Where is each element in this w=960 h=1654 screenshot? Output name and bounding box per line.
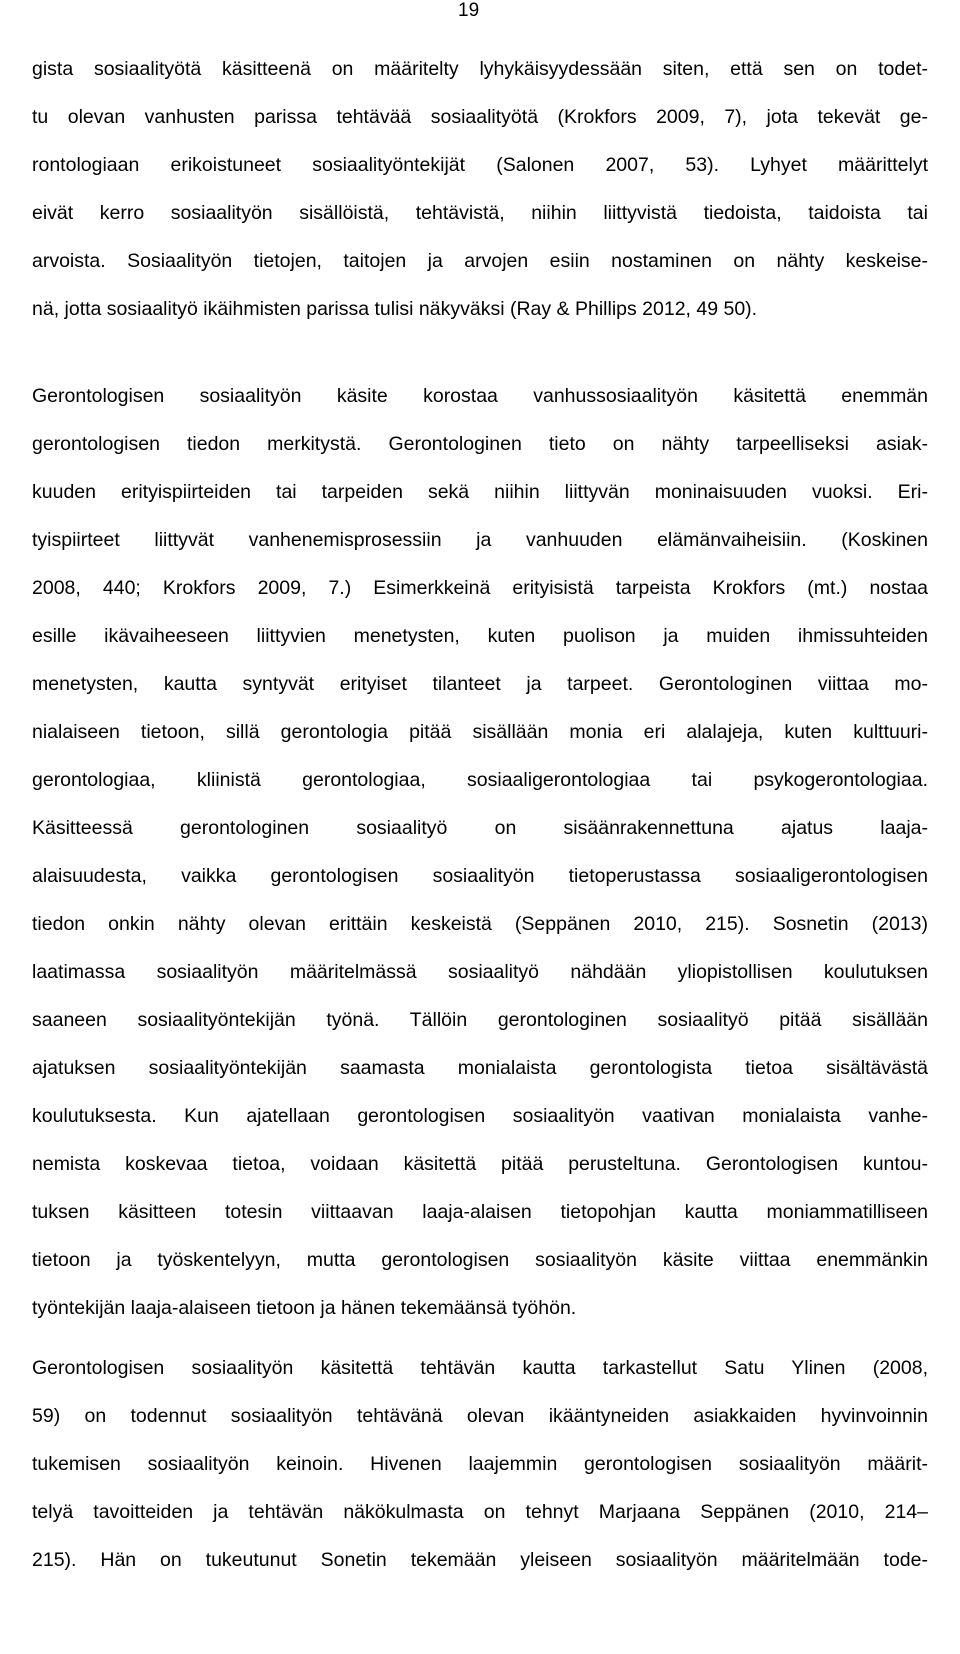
text-line: työntekijän laaja-alaiseen tietoon ja hänen tekemäänsä työhön. (32, 1297, 577, 1319)
paragraph-2 (32, 372, 928, 1332)
text-line: nialaiseen tietoon, sillä gerontologia pitää sisällään monia eri alalajeja, kuten kulttuuri- (32, 721, 928, 743)
text-line: 215). Hän on tukeutunut Sonetin tekemään yleiseen sosiaalityön määritelmään tode- (32, 1549, 928, 1571)
text-line: esille ikävaiheeseen liittyvien menetysten, kuten puolison ja muiden ihmissuhteiden (32, 625, 928, 647)
text-line: saaneen sosiaalityöntekijän työnä. Tällöin gerontologinen sosiaalityö pitää sisällään (32, 1009, 928, 1031)
text-line: nä, jotta sosiaalityö ikäihmisten parissa tulisi näkyväksi (Ray & Phillips 2012, 49 50). (32, 298, 758, 320)
text-line: arvoista. Sosiaalityön tietojen, taitojen ja arvojen esiin nostaminen on nähty keskeise- (32, 250, 928, 272)
paragraph-3 (32, 1344, 928, 1584)
text-line: eivät kerro sosiaalityön sisällöistä, tehtävistä, niihin liittyvistä tiedoista, taidoista tai (32, 202, 928, 224)
text-line: ajatuksen sosiaalityöntekijän saamasta monialaista gerontologista tietoa sisältävästä (32, 1057, 928, 1079)
text-line: kuuden erityispiirteiden tai tarpeiden sekä niihin liittyvän moninaisuuden vuoksi. Eri- (32, 481, 928, 503)
text-line: gerontologiaa, kliinistä gerontologiaa, sosiaaligerontologiaa tai psykogerontologiaa. (32, 769, 928, 791)
text-line: nemista koskevaa tietoa, voidaan käsitettä pitää perusteltuna. Gerontologisen kuntou- (32, 1153, 928, 1175)
text-line: laatimassa sosiaalityön määritelmässä sosiaalityö nähdään yliopistollisen koulutuksen (32, 961, 928, 983)
text-line: gerontologisen tiedon merkitystä. Gerontologinen tieto on nähty tarpeelliseksi asiak- (32, 433, 928, 455)
text-line: telyä tavoitteiden ja tehtävän näkökulmasta on tehnyt Marjaana Seppänen (2010, 214– (32, 1501, 928, 1523)
text-line: Käsitteessä gerontologinen sosiaalityö on sisäänrakennettuna ajatus laaja- (32, 817, 928, 839)
text-line: tiedon onkin nähty olevan erittäin keskeistä (Seppänen 2010, 215). Sosnetin (2013) (32, 913, 928, 935)
text-line: rontologiaan erikoistuneet sosiaalityöntekijät (Salonen 2007, 53). Lyhyet määrittelyt (32, 154, 928, 176)
text-line: alaisuudesta, vaikka gerontologisen sosiaalityön tietoperustassa sosiaaligerontologisen (32, 865, 928, 887)
text-line: tyispiirteet liittyvät vanhenemisprosessiin ja vanhuuden elämänvaiheisiin. (Koskinen (32, 529, 928, 551)
text-line: 59) on todennut sosiaalityön tehtävänä olevan ikääntyneiden asiakkaiden hyvinvoinnin (32, 1405, 928, 1427)
paragraph-1 (32, 45, 928, 333)
text-line: 2008, 440; Krokfors 2009, 7.) Esimerkkeinä erityisistä tarpeista Krokfors (mt.) nostaa (32, 577, 928, 599)
text-line: tietoon ja työskentelyyn, mutta gerontologisen sosiaalityön käsite viittaa enemmänkin (32, 1249, 928, 1271)
text-line: tukemisen sosiaalityön keinoin. Hivenen laajemmin gerontologisen sosiaalityön määrit- (32, 1453, 928, 1475)
text-line: tu olevan vanhusten parissa tehtävää sosiaalityötä (Krokfors 2009, 7), jota tekevät ge- (32, 106, 928, 128)
text-line: gista sosiaalityötä käsitteenä on määritelty lyhykäisyydessään siten, että sen on todet- (32, 58, 928, 80)
text-line: Gerontologisen sosiaalityön käsitettä tehtävän kautta tarkastellut Satu Ylinen (2008, (32, 1357, 928, 1379)
page-number: 19 (458, 0, 480, 21)
text-line: menetysten, kautta syntyvät erityiset tilanteet ja tarpeet. Gerontologinen viittaa mo- (32, 673, 928, 695)
text-line: tuksen käsitteen totesin viittaavan laaja-alaisen tietopohjan kautta moniammatilliseen (32, 1201, 928, 1223)
text-line: Gerontologisen sosiaalityön käsite korostaa vanhussosiaalityön käsitettä enemmän (32, 385, 928, 407)
text-line: koulutuksesta. Kun ajatellaan gerontologisen sosiaalityön vaativan monialaista vanhe- (32, 1105, 928, 1127)
